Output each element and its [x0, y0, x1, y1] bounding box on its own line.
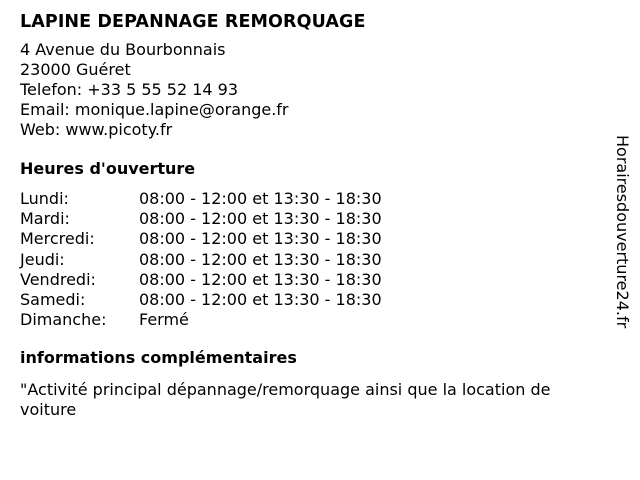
- day-hours: 08:00 - 12:00 et 13:30 - 18:30: [139, 209, 382, 229]
- day-hours: Fermé: [139, 310, 189, 330]
- hours-heading: Heures d'ouverture: [20, 159, 196, 178]
- contact-block: [20, 40, 610, 140]
- hours-table: [20, 189, 610, 330]
- day-hours: 08:00 - 12:00 et 13:30 - 18:30: [139, 290, 382, 310]
- site-watermark: Horairesdouverture24.fr: [613, 135, 632, 329]
- day-label: Vendredi:: [20, 269, 96, 289]
- info-heading: informations complémentaires: [20, 348, 297, 368]
- email-line: Email: monique.lapine@orange.fr: [20, 100, 289, 119]
- info-text: "Activité principal dépannage/remorquage ainsi que la location de voiture: [20, 380, 551, 420]
- hours-row-monday: [20, 189, 610, 209]
- day-label: Lundi:: [20, 189, 69, 208]
- business-name: LAPINE DEPANNAGE REMORQUAGE: [20, 12, 366, 32]
- address-street: 4 Avenue du Bourbonnais: [20, 40, 226, 59]
- day-label: Mardi:: [20, 209, 70, 229]
- hours-row-thursday: [20, 250, 610, 270]
- day-label: Samedi:: [20, 290, 86, 310]
- hours-row-sunday: [20, 310, 610, 330]
- hours-row-friday: [20, 270, 610, 290]
- day-hours: 08:00 - 12:00 et 13:30 - 18:30: [139, 249, 382, 269]
- day-hours: 08:00 - 12:00 et 13:30 - 18:30: [139, 269, 382, 289]
- hours-row-wednesday: [20, 229, 610, 249]
- hours-row-saturday: [20, 290, 610, 310]
- phone-line: Telefon: +33 5 55 52 14 93: [20, 80, 239, 99]
- business-card: [20, 10, 610, 420]
- hours-row-tuesday: [20, 209, 610, 229]
- day-label: Dimanche:: [20, 310, 107, 330]
- day-label: Jeudi:: [20, 249, 65, 269]
- web-line: Web: www.picoty.fr: [20, 120, 173, 139]
- day-hours: 08:00 - 12:00 et 13:30 - 18:30: [139, 229, 382, 249]
- day-label: Mercredi:: [20, 229, 95, 249]
- address-city: 23000 Guéret: [20, 60, 131, 79]
- day-hours: 08:00 - 12:00 et 13:30 - 18:30: [139, 189, 382, 208]
